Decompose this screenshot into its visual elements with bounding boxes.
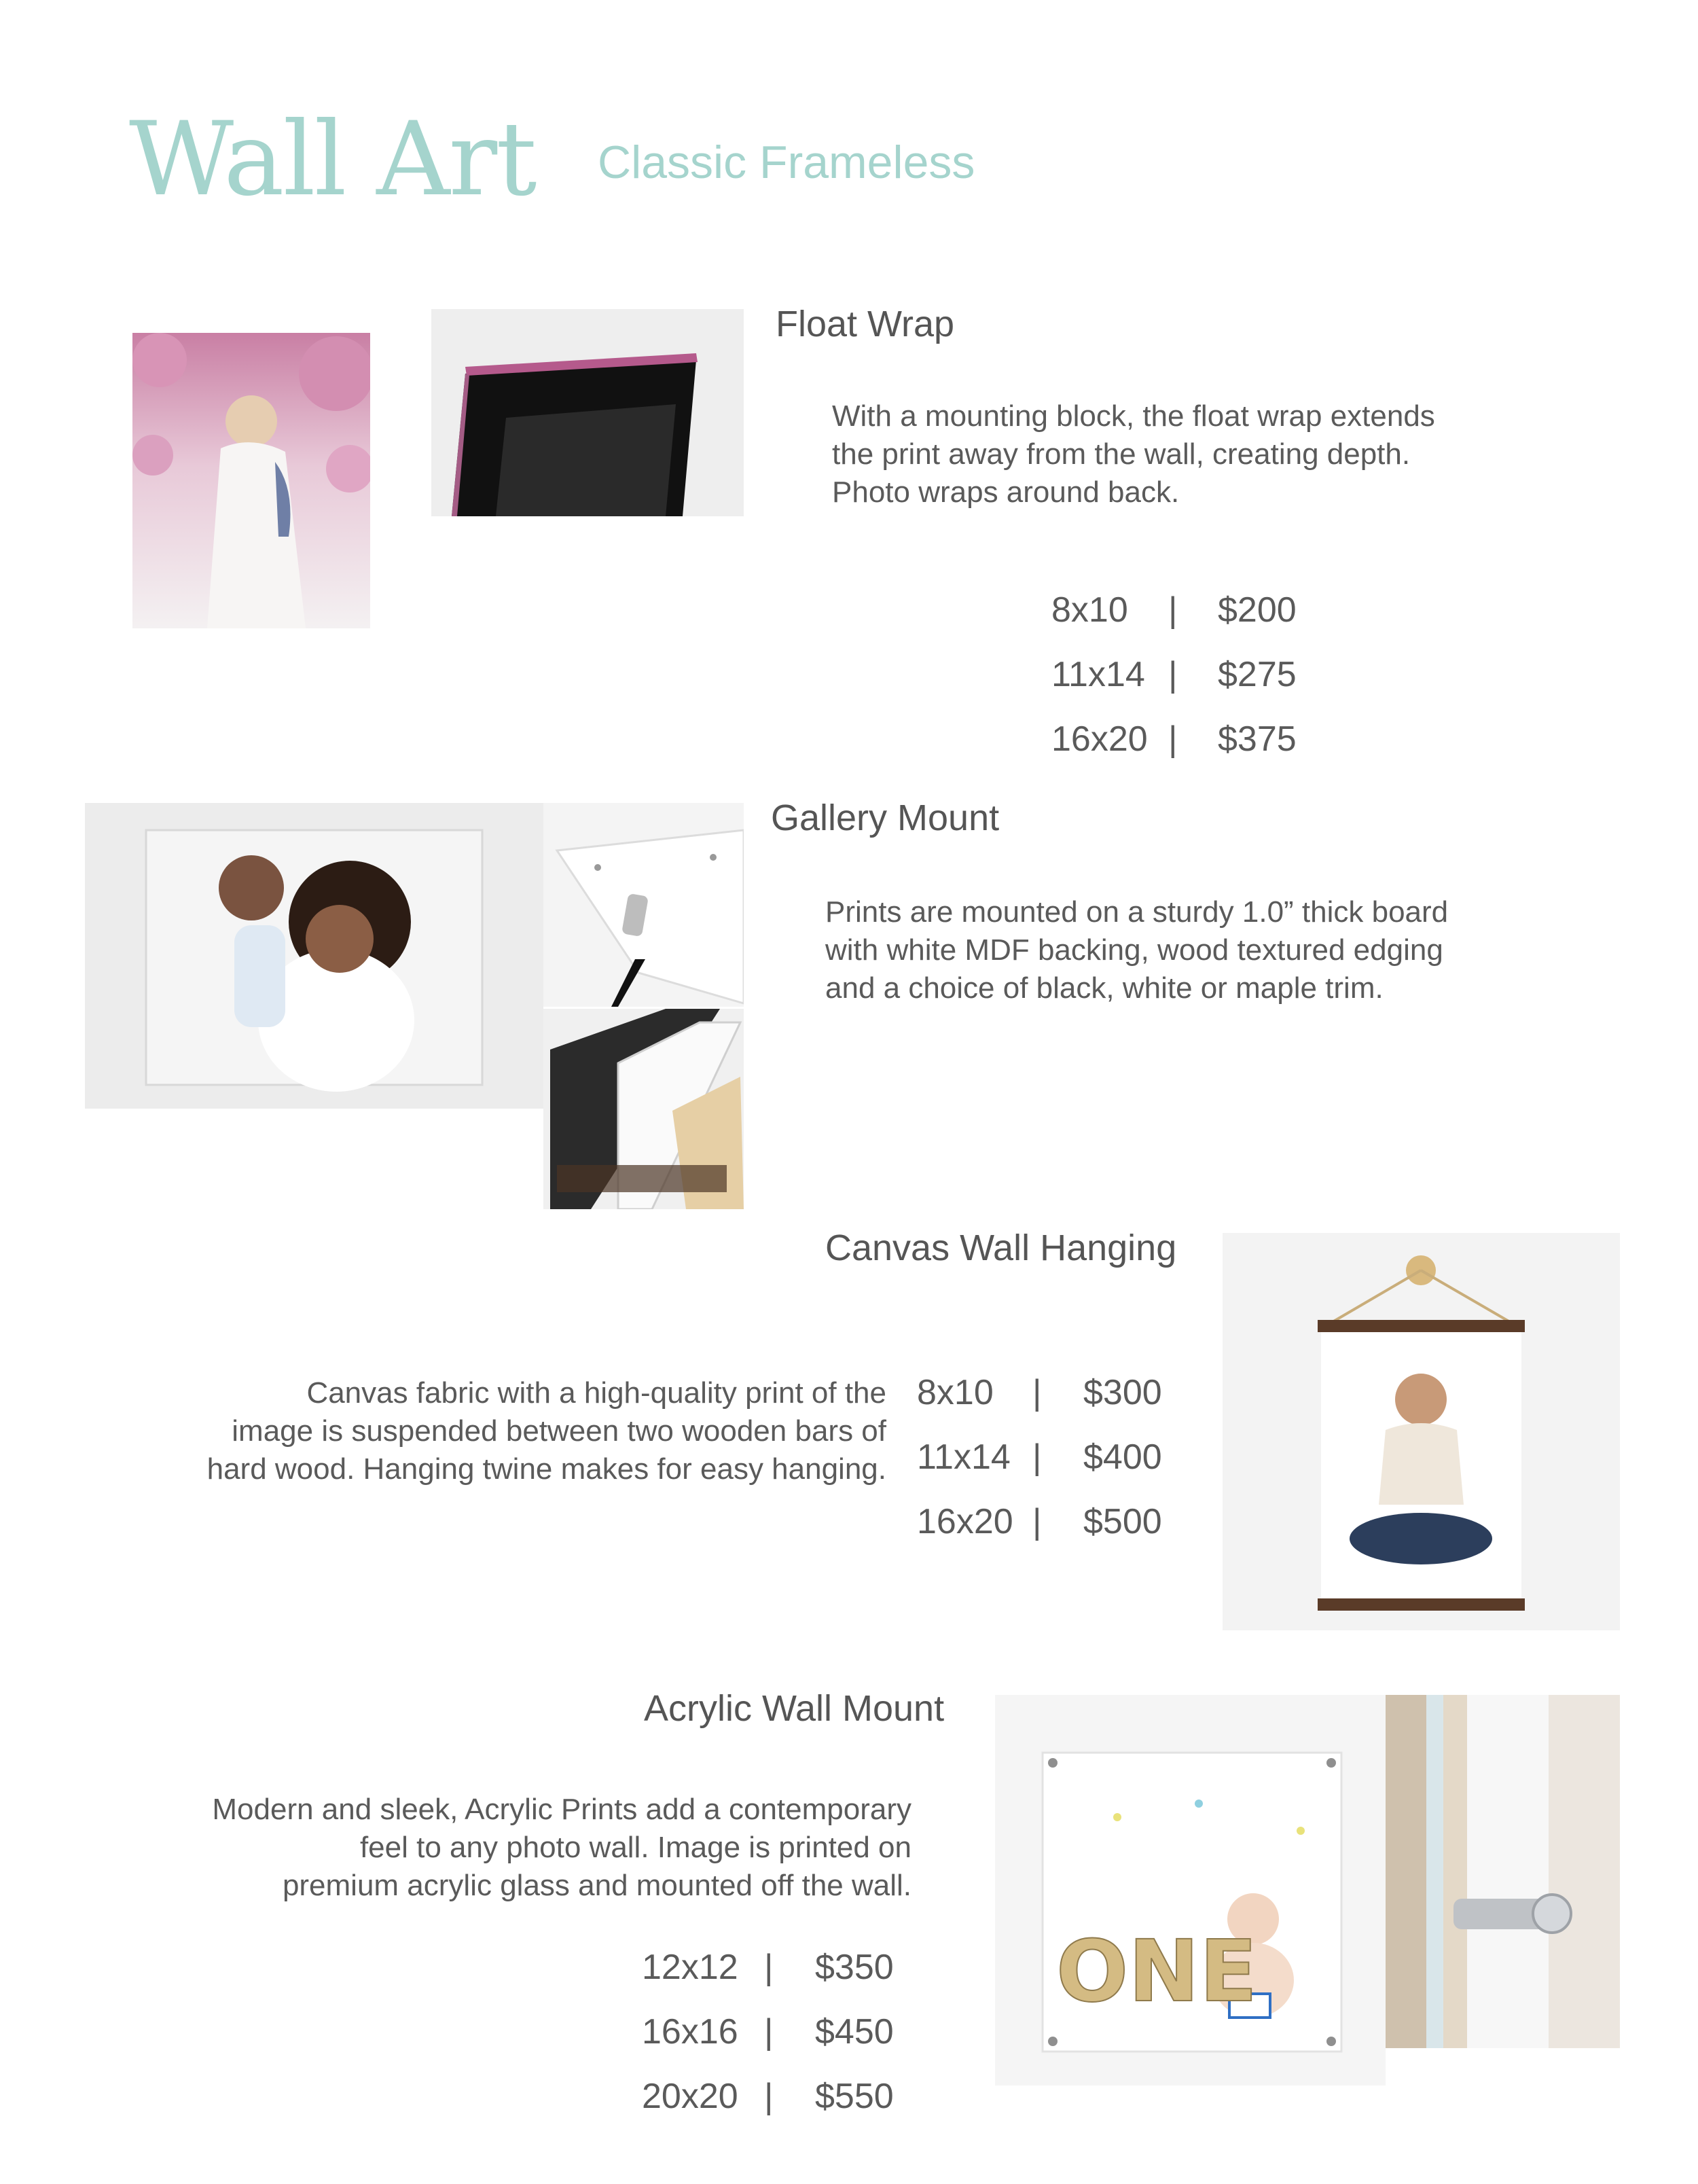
price-row [917,1501,1189,1566]
acrylic-letters: ONE [1056,1922,1258,2021]
price-size: 8x10 [1051,590,1128,630]
price-size: 16x20 [1051,719,1148,759]
gallery-mount-photo [85,803,543,1109]
price-size: 12x12 [642,1948,738,1987]
canvas-hanging-description-line: Canvas fabric with a high-quality print of the [306,1376,886,1410]
float-wrap-price-list [1051,590,1323,783]
price-separator: | [1168,655,1178,694]
canvas-hanging-heading: Canvas Wall Hanging [825,1228,1177,1268]
price-size: 16x20 [917,1502,1013,1541]
gallery-mount-description-line: with white MDF backing, wood textured edging [825,933,1443,967]
gallery-mount-stand-photo [543,803,744,1007]
price-value: $500 [1083,1502,1162,1541]
price-value: $200 [1218,590,1297,630]
price-size: 11x14 [1051,655,1145,694]
float-wrap-description-line: the print away from the wall, creating depth. [832,437,1411,471]
gallery-mount-description-line: Prints are mounted on a sturdy 1.0” thick board [825,895,1449,929]
gallery-mount-heading: Gallery Mount [771,798,1000,838]
price-value: $300 [1083,1373,1162,1412]
price-size: 11x14 [917,1437,1011,1477]
price-separator: | [1032,1373,1042,1412]
price-value: $375 [1218,719,1297,759]
acrylic-mount-description-line: premium acrylic glass and mounted off the wall. [282,1869,911,1902]
acrylic-mount-photo [995,1695,1386,2085]
price-row [1051,719,1323,783]
float-wrap-description-line: Photo wraps around back. [832,476,1180,509]
price-separator: | [1168,719,1178,759]
gallery-mount-description-line: and a choice of black, white or maple trim. [825,971,1384,1005]
price-separator: | [764,2077,774,2116]
price-row [642,1947,914,2011]
float-wrap-heading: Float Wrap [776,304,955,344]
acrylic-mount-side-photo [1386,1695,1620,2048]
price-separator: | [1032,1502,1042,1541]
page-title: Wall Art [129,101,536,219]
price-separator: | [764,2012,774,2052]
price-size: 8x10 [917,1373,994,1412]
price-row [642,2011,914,2076]
float-wrap-photo [132,333,370,628]
gallery-mount-description [825,893,1448,1007]
canvas-hanging-description [207,1374,886,1488]
price-value: $275 [1218,655,1297,694]
gallery-mount-trim-photo [543,1009,744,1209]
price-value: $350 [815,1948,894,1987]
price-value: $550 [815,2077,894,2116]
float-wrap-description [832,397,1435,512]
canvas-hanging-price-list [917,1372,1189,1566]
price-size: 20x20 [642,2077,738,2116]
acrylic-mount-heading: Acrylic Wall Mount [644,1688,945,1729]
price-row [1051,654,1323,719]
acrylic-mount-price-list [642,1947,914,2141]
acrylic-mount-description [212,1791,911,1905]
price-row [917,1437,1189,1501]
canvas-hanging-description-line: hard wood. Hanging twine makes for easy hanging. [206,1452,886,1486]
price-separator: | [764,1948,774,1987]
price-value: $450 [815,2012,894,2052]
price-row [642,2076,914,2141]
canvas-hanging-photo [1223,1233,1620,1630]
price-value: $400 [1083,1437,1162,1477]
price-separator: | [1032,1437,1042,1477]
acrylic-mount-description-line: Modern and sleek, Acrylic Prints add a contemporary [212,1793,911,1826]
float-wrap-description-line: With a mounting block, the float wrap extends [832,399,1435,433]
acrylic-mount-description-line: feel to any photo wall. Image is printed on [359,1831,911,1864]
price-row [1051,590,1323,654]
price-row [917,1372,1189,1437]
canvas-hanging-description-line: image is suspended between two wooden bars of [232,1414,886,1448]
page-subtitle: Classic Frameless [598,137,975,188]
float-wrap-back-photo [431,309,744,516]
price-size: 16x16 [642,2012,738,2052]
price-separator: | [1168,590,1178,630]
